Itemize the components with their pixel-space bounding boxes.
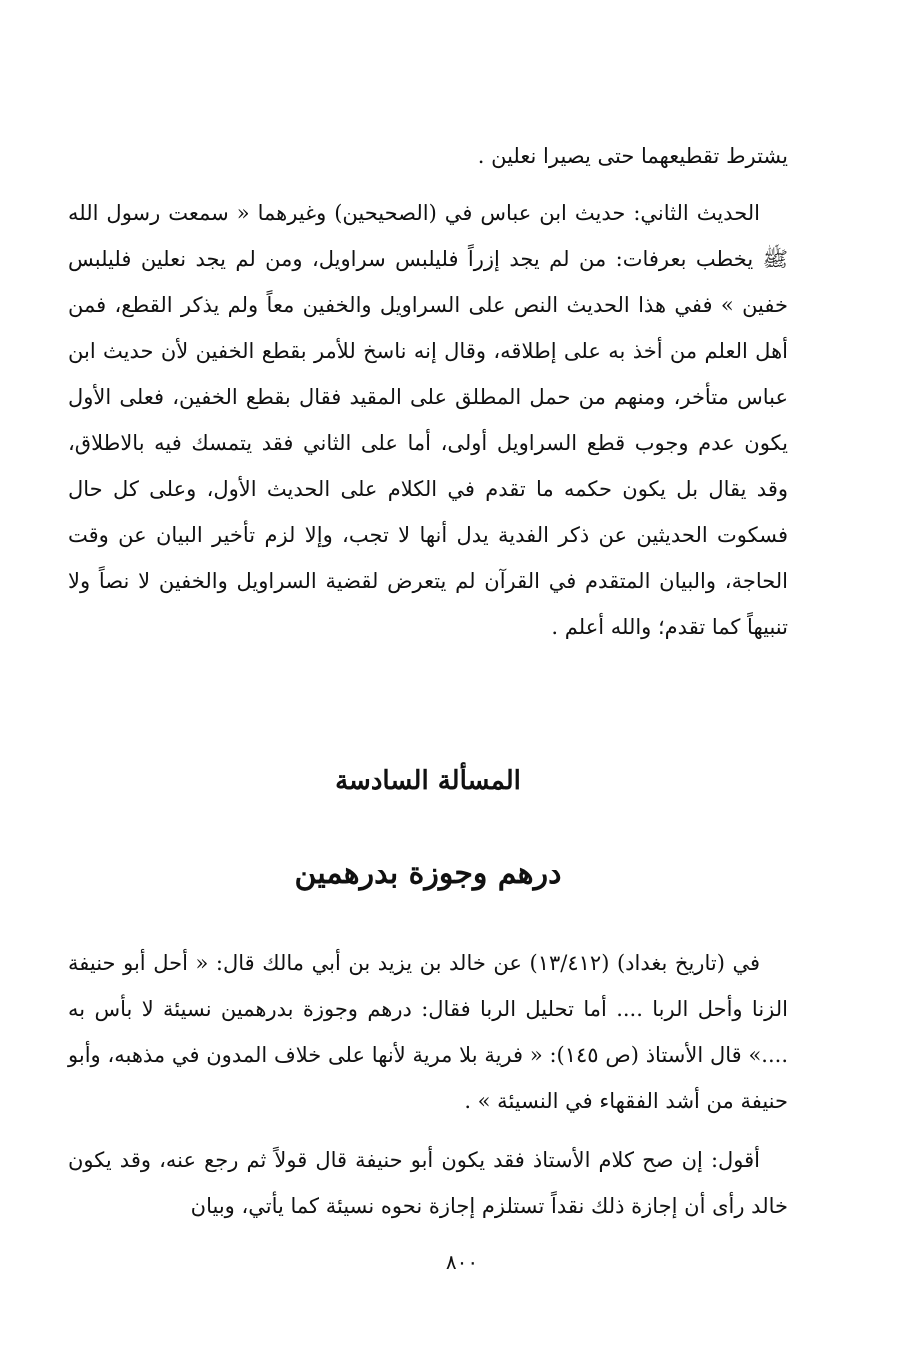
paragraph-quote xyxy=(68,940,788,1124)
paragraph-response xyxy=(68,1137,788,1229)
page-number: ٨٠٠ xyxy=(445,1250,479,1274)
paragraph: أقول: إن صح كلام الأستاذ فقد يكون أبو حنيفة قال قولاً ثم رجع عنه، وقد يكون خالد رأى أن إجازة ذلك نقداً تستلزم إجازة نحوه نسيئة كما يأتي، وبيان xyxy=(68,1148,788,1218)
paragraph: الحديث الثاني: حديث ابن عباس في (الصحيحين) وغيرهما « سمعت رسول الله ﷺ يخطب بعرفات: من لم يجد إزراً فليلبس سراويل، ومن لم يجد نعلين فليلبس خفين » ففي هذا الحديث النص على السراويل والخفين معاً ولم يذكر القطع، فمن أهل العلم من أخذ به على إطلاقه، وقال إنه ناسخ للأمر بقطع الخفين لأن حديث ابن عباس متأخر، ومنهم من حمل المطلق على المقيد فقال بقطع الخفين، فعلى الأول يكون عدم وجوب قطع السراويل أولى، أما على الثاني فقد يتمسك فيه بالاطلاق، وقد يقال بل يكون حكمه ما تقدم في الكلام على الحديث الأول، وعلى كل حال فسكوت الحديثين عن ذكر الفدية يدل أنها لا تجب، وإلا لزم تأخير البيان عن وقت الحاجة، والبيان المتقدم في القرآن لم يتعرض لقضية السراويل والخفين لا نصاً ولا تنبيهاً كما تقدم؛ والله أعلم . xyxy=(68,201,788,639)
paragraph-hadith xyxy=(68,190,788,650)
paragraph: يشترط تقطيعهما حتى يصيرا نعلين . xyxy=(477,144,788,168)
paragraph: في (تاريخ بغداد) (١٣/٤١٢) عن خالد بن يزيد بن أبي مالك قال: « أحل أبو حنيفة الزنا وأحل الربا .... أما تحليل الربا فقال: درهم وجوزة بدرهمين نسيئة لا بأس به ....» قال الأستاذ (ص ١٤٥): « فرية بلا مرية لأنها على خلاف المدون في مذهبه، وأبو حنيفة من أشد الفقهاء في النسيئة » . xyxy=(68,951,788,1113)
paragraph-continuation xyxy=(68,133,788,179)
section-label: المسألة السادسة xyxy=(335,766,521,796)
section-title: درهم وجوزة بدرهمين xyxy=(294,856,562,891)
